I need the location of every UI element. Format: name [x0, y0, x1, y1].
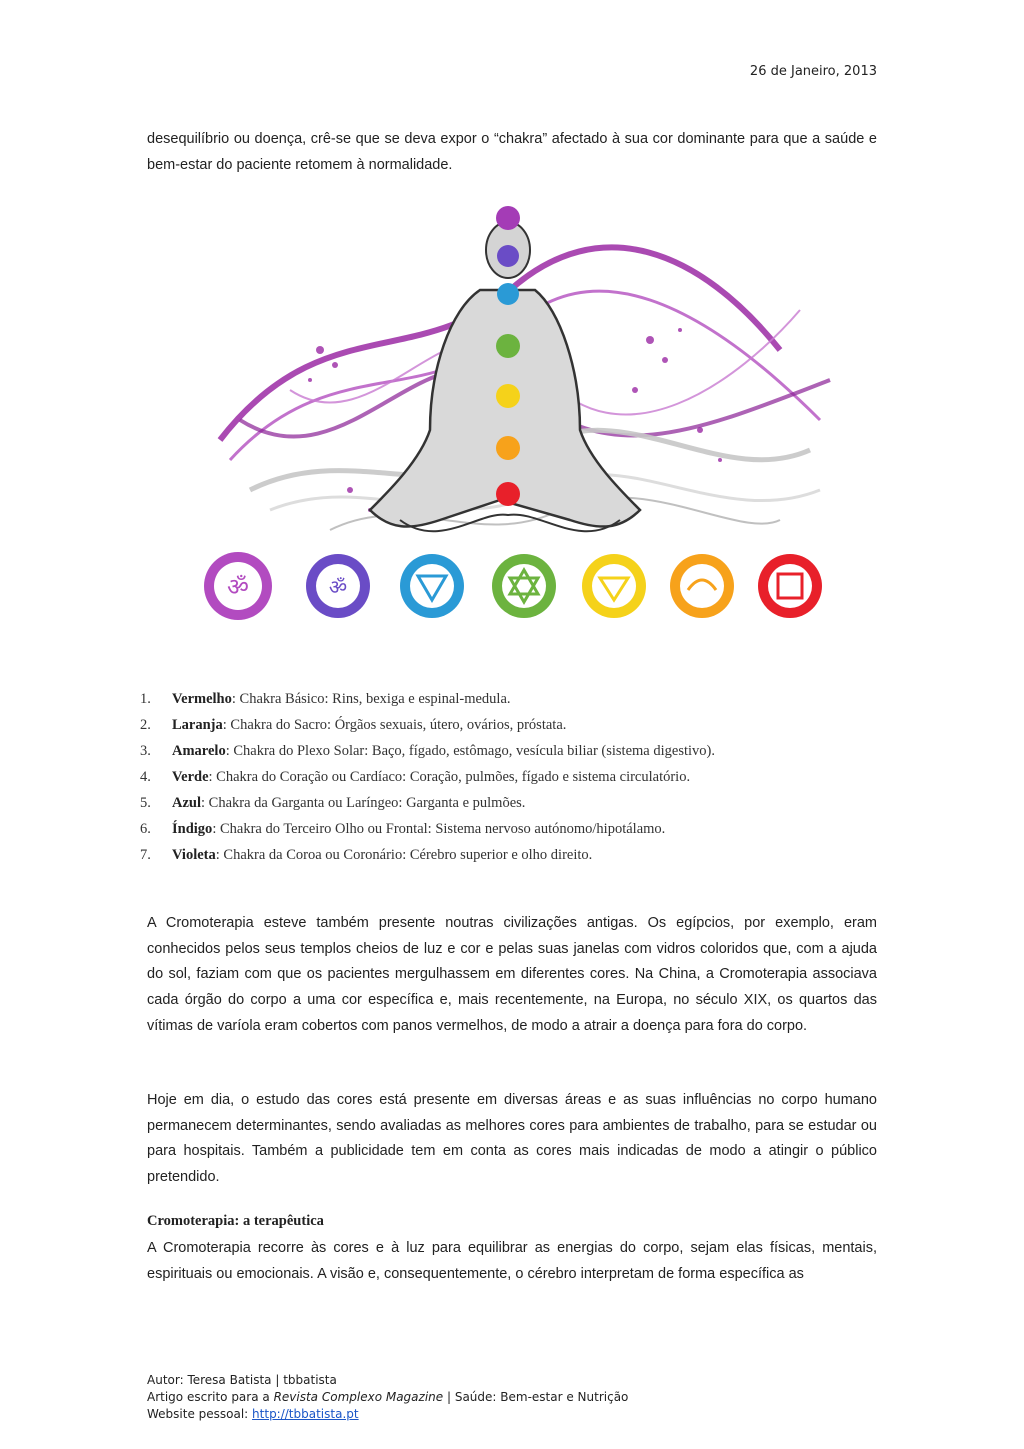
- website-link[interactable]: http://tbbatista.pt: [252, 1407, 359, 1421]
- chakra-list: [140, 686, 715, 868]
- throat-chakra-symbol: [400, 554, 464, 618]
- list-item: 2. Laranja: Chakra do Sacro: Órgãos sexuais, útero, ovários, próstata.: [140, 717, 567, 733]
- list-item: 4. Verde: Chakra do Coração ou Cardíaco: Coração, pulmões, fígado e sistema circulatório.: [140, 769, 691, 785]
- list-item: 7. Violeta: Chakra da Coroa ou Coronário: Cérebro superior e olho direito.: [140, 847, 593, 863]
- list-item: 5. Azul: Chakra da Garganta ou Laríngeo: Garganta e pulmões.: [140, 795, 526, 811]
- solar-plexus-chakra-symbol: [582, 554, 646, 618]
- intro-paragraph: desequilíbrio ou doença, crê-se que se deva expor o “chakra” afectado à sua cor dominante para que a saúde e bem-estar do paciente retomem à normalidade.: [147, 131, 877, 173]
- section-heading: Cromoterapia: a terapêutica: [147, 1213, 324, 1229]
- today-paragraph: Hoje em dia, o estudo das cores está presente em diversas áreas e as suas influências no corpo humano permanecem determinantes, sendo avaliadas as melhores cores para ambientes de trabalho, para se estudar ou para hospitais. Também a publicidade tem em conta as cores mais indicadas de modo a atingir o público pretendido.: [147, 1092, 877, 1186]
- sacral-chakra-symbol: [670, 554, 734, 618]
- third-eye-chakra-symbol: [306, 554, 370, 618]
- svg-text:ॐ: ॐ: [227, 573, 249, 601]
- page-date: 26 de Janeiro, 2013: [749, 64, 877, 79]
- heart-chakra-symbol: [492, 554, 556, 618]
- root-chakra-symbol: [758, 554, 822, 618]
- footer-author: Autor: Teresa Batista | tbbatista: [147, 1373, 337, 1387]
- footer-article: Artigo escrito para a Revista Complexo Magazine | Saúde: Bem-estar e Nutrição: [147, 1390, 629, 1404]
- history-paragraph: A Cromoterapia esteve também presente noutras civilizações antigas. Os egípcios, por exemplo, eram conhecidos pelos seus templos cheios de luz e cor e pelas suas janelas com vidros coloridos que, com a ajuda do sol, faziam com que os pacientes mergulhassem em diferentes cores. Na China, a Cromoterapia associava cada órgão do corpo a uma cor específica e, mais recentemente, na Europa, no século XIX, os quartos das vítimas de varíola eram cobertos com panos vermelhos, de modo a atrair a doença para fora do corpo.: [147, 915, 877, 1034]
- svg-text:ॐ: ॐ: [328, 575, 348, 599]
- chakra-symbols: [204, 552, 822, 620]
- page-footer: [147, 1372, 628, 1423]
- list-item: 6. Índigo: Chakra do Terceiro Olho ou Frontal: Sistema nervoso autónomo/hipotálamo.: [140, 821, 666, 837]
- list-item: 1. Vermelho: Chakra Básico: Rins, bexiga e espinal-medula.: [140, 691, 511, 707]
- list-item: 3. Amarelo: Chakra do Plexo Solar: Baço, fígado, estômago, vesícula biliar (sistema digestivo).: [140, 743, 715, 759]
- crown-chakra-symbol: [204, 552, 272, 620]
- chakra-illustration: [180, 190, 850, 650]
- footer-website: Website pessoal: http://tbbatista.pt: [147, 1407, 359, 1421]
- therapy-paragraph: A Cromoterapia recorre às cores e à luz para equilibrar as energias do corpo, sejam elas físicas, mentais, espirituais ou emocionais. A visão e, consequentemente, o cérebro interpretam de forma específica as: [147, 1240, 877, 1282]
